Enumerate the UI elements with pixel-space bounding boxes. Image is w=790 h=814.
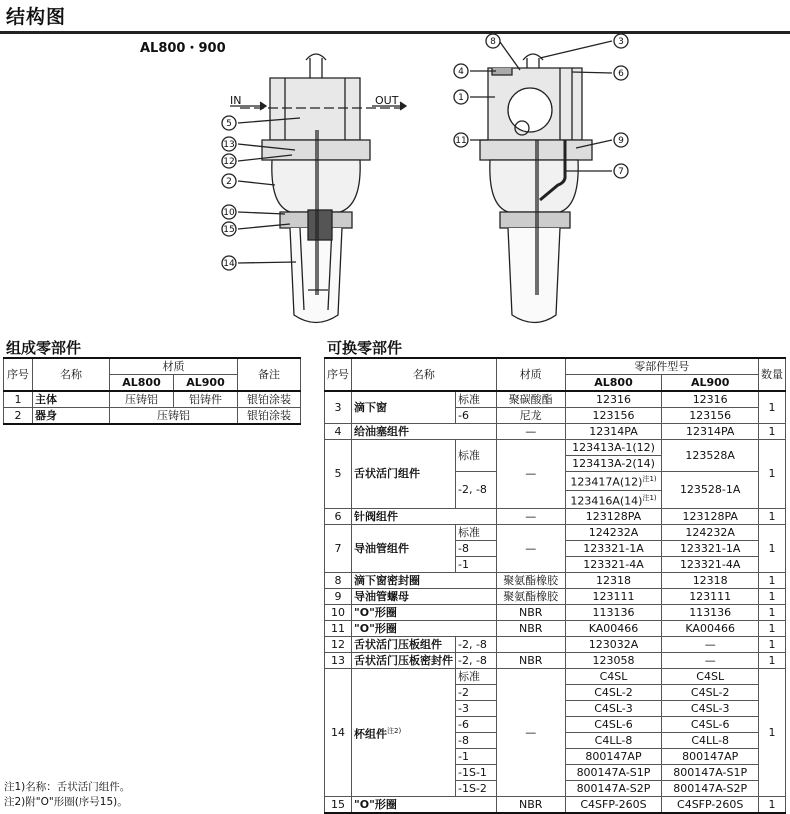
section-header (0, 0, 790, 34)
components-title: 组成零部件 (6, 339, 82, 357)
table-row: 9 导油管螺母 聚氨酯橡胶 123111 123111 1 (325, 589, 786, 605)
footnote-2: 注2)附"O"形圈(序号15)。 (4, 796, 128, 808)
callout-3: 3 (618, 37, 624, 47)
table-row: -1 800147AP 800147AP (325, 749, 786, 765)
table-row: 5 舌状活门组件 标准 — 123413A-1(12) 123528A 1 (325, 440, 786, 456)
table-row: -1 123321-4A 123321-4A (325, 557, 786, 573)
structure-diagram (0, 30, 790, 340)
callout-8: 8 (490, 37, 496, 47)
table-row: 6 针阀组件 — 123128PA 123128PA 1 (325, 509, 786, 525)
table-row: 123413A-2(14) (325, 456, 786, 472)
table-row: 15 "O"形圈 NBR C4SFP-260S C4SFP-260S 1 (325, 797, 786, 814)
table-row: $123416A(14)^{注1)}$ (325, 490, 786, 509)
table-row: -6 尼龙 123156 123156 (325, 408, 786, 424)
callout-13: 13 (223, 140, 235, 150)
callout-15: 15 (223, 225, 235, 235)
col-name: 名称 (33, 358, 110, 391)
components-table (3, 357, 301, 425)
table-row: 7 导油管组件 标准 — 124232A 124232A 1 (325, 525, 786, 541)
table-row: -8 C4LL-8 C4LL-8 (325, 733, 786, 749)
col-al900: AL900 (174, 375, 238, 392)
callout-5: 5 (226, 119, 232, 129)
table-row: -2, -8 $123417A(12)^{注1)}$ 123528-1A (325, 472, 786, 491)
callout-2: 2 (226, 177, 232, 187)
replacement-title: 可换零部件 (327, 339, 403, 357)
table-row: 8 滴下窗密封圈 聚氨酯橡胶 12318 12318 1 (325, 573, 786, 589)
table-row: 14 杯组件$^{注2)}$ 标准 — C4SL C4SL 1 (325, 669, 786, 685)
table-row: 2 器身 压铸铝 银铂涂装 (4, 408, 301, 425)
col-note: 备注 (238, 358, 301, 391)
callout-9: 9 (618, 136, 624, 146)
page-title: 结构图 (6, 6, 67, 28)
callout-14: 14 (223, 259, 235, 269)
table-row: -3 C4SL-3 C4SL-3 (325, 701, 786, 717)
table-row: 12 舌状活门压板组件 -2, -8 123032A — 1 (325, 637, 786, 653)
table-row: 1 主体 压铸铝 铝铸件 银铂涂装 (4, 391, 301, 408)
model-label: AL800・900 (140, 41, 226, 56)
table-row: -8 123321-1A 123321-1A (325, 541, 786, 557)
table-row: -2 C4SL-2 C4SL-2 (325, 685, 786, 701)
callout-6: 6 (618, 69, 624, 79)
table-row: 13 舌状活门压板密封件 -2, -8 NBR 123058 — 1 (325, 653, 786, 669)
table-row: -1S-1 800147A-S1P 800147A-S1P (325, 765, 786, 781)
table-row: 11 "O"形圈 NBR KA00466 KA00466 1 (325, 621, 786, 637)
col-no: 序号 (4, 358, 33, 391)
col-material: 材质 (110, 358, 238, 375)
table-row: -1S-2 800147A-S2P 800147A-S2P (325, 781, 786, 797)
replacement-table: 序号 名称 材质 零部件型号 数量 AL800 AL900 3 滴下窗 标准 聚碳酸酯 12316 12316 1 -6 尼龙 123156 123156 4 给油塞组件 — 12314PA 12314PA 1 5 舌状活门组件 标准 — 123413A-1(12) 123528A 1 123413A-2(14) -2, -8 $123417A(12)^{注1)}$ 123528-1A $123416A(14)^{注1)}$ 6 针阀组件 — 123128PA 123128PA 1 7 导油管组件 标准 — 124232A 124232A 1 -8 123321-1A 123321-1A -1 123321-4A 123321-4A 8 滴下窗密封圈 聚氨酯橡胶 12318 12318 1 9 导油管螺母 聚氨酯橡胶 123111 123111 1 10 "O"形圈 NBR 113136 113136 1 11 "O"形圈 NBR KA00466 KA00466 1 12 舌状活门压板组件 -2, -8 123032A — 1 13 舌状活门压板密封件 -2, -8 NBR 123058 — 1 14 杯组件$^{注2)}$ 标准 — C4SL C4SL 1 -2 C4SL-2 C4SL-2 -3 C4SL-3 C4SL-3 -6 C4SL-6 C4SL-6 -8 C4LL-8 C4LL-8 -1 800147AP 800147AP -1S-1 800147A-S1P 800147A-S1P -1S-2 800147A-S2P 800147A-S2P 15 "O"形圈 NBR C4SFP-260S C4SFP-260S 1 (324, 357, 786, 814)
callout-7: 7 (618, 167, 624, 177)
callout-1: 1 (458, 93, 464, 103)
table-row: 4 给油塞组件 — 12314PA 12314PA 1 (325, 424, 786, 440)
in-label: IN (230, 94, 242, 107)
out-label: OUT (375, 94, 399, 107)
callout-12: 12 (223, 157, 235, 167)
col-al800: AL800 (110, 375, 174, 392)
table-row: -6 C4SL-6 C4SL-6 (325, 717, 786, 733)
callout-11: 11 (455, 136, 467, 146)
callout-10: 10 (223, 208, 235, 218)
footnote-1: 注1)名称：舌状活门组件。 (4, 781, 131, 793)
table-row: 10 "O"形圈 NBR 113136 113136 1 (325, 605, 786, 621)
callout-4: 4 (458, 67, 464, 77)
table-row: 3 滴下窗 标准 聚碳酸酯 12316 12316 1 (325, 391, 786, 408)
